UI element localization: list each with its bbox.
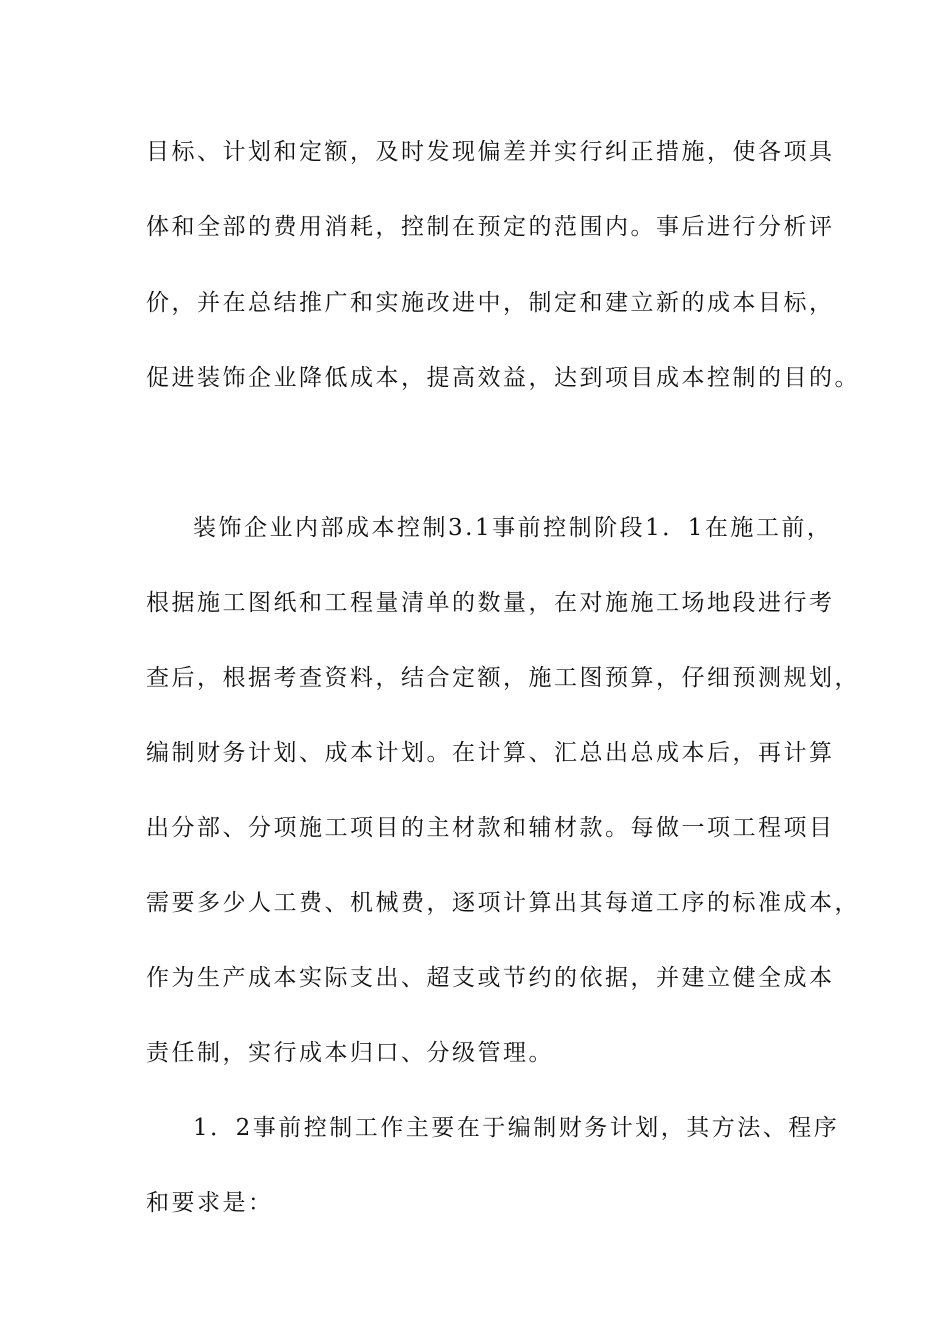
text-line: 根据施工图纸和工程量清单的数量，在对施施工场地段进行考: [146, 590, 835, 616]
text-line: 1．2事前控制工作主要在于编制财务计划，其方法、程序: [193, 1115, 840, 1141]
text-line: 出分部、分项施工项目的主材款和辅材款。每做一项工程项目: [146, 815, 835, 841]
text-line: 价，并在总结推广和实施改进中，制定和建立新的成本目标，: [146, 290, 835, 316]
text-line: 目标、计划和定额，及时发现偏差并实行纠正措施，使各项具: [146, 139, 835, 165]
text-line: 促进装饰企业降低成本，提高效益，达到项目成本控制的目的。: [146, 365, 860, 391]
text-line: 体和全部的费用消耗，控制在预定的范围内。事后进行分析评: [146, 214, 835, 240]
text-line: 编制财务计划、成本计划。在计算、汇总出总成本后，再计算: [146, 740, 835, 766]
text-line: 装饰企业内部成本控制3.1事前控制阶段1．1在施工前，: [193, 515, 833, 541]
text-line: 需要多少人工费、机械费，逐项计算出其每道工序的标准成本，: [146, 890, 860, 916]
text-line: 和要求是：: [146, 1190, 274, 1216]
text-line: 作为生产成本实际支出、超支或节约的依据，并建立健全成本: [146, 965, 835, 991]
text-line: 查后，根据考查资料，结合定额，施工图预算，仔细预测规划，: [146, 665, 860, 691]
text-line: 责任制，实行成本归口、分级管理。: [146, 1040, 554, 1066]
